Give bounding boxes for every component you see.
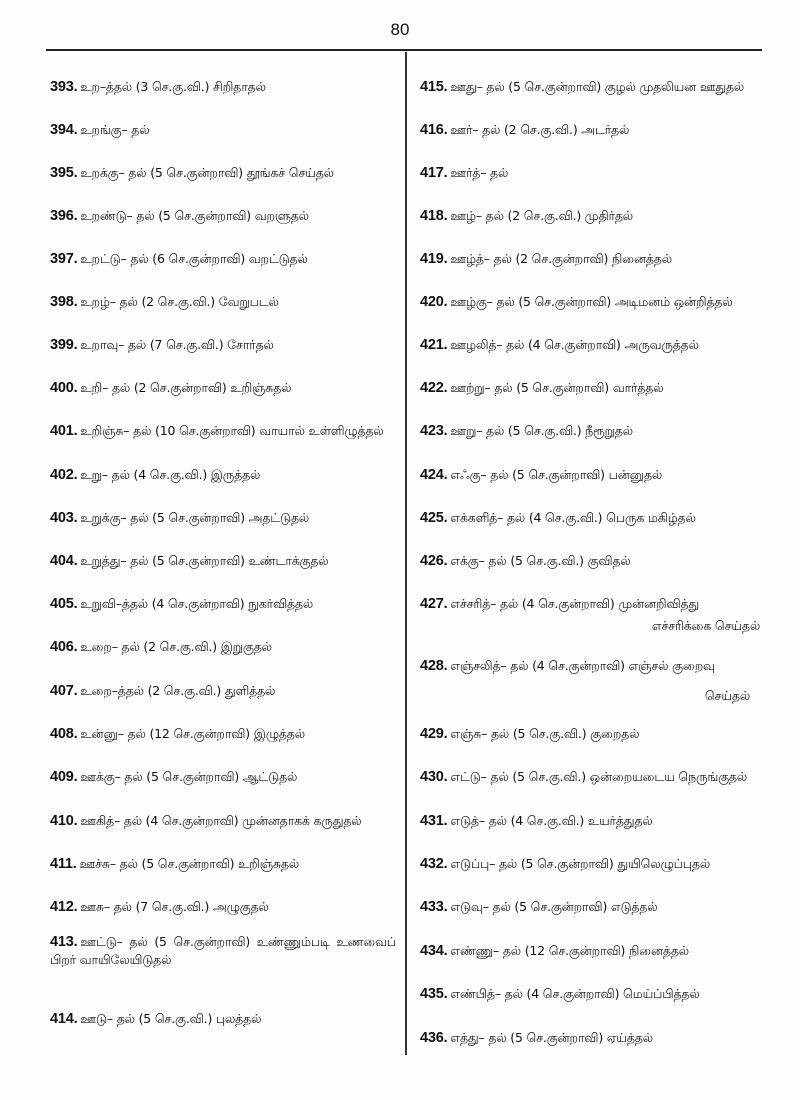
- entry-number: 393.: [50, 79, 78, 95]
- entry-number: 416.: [420, 122, 448, 138]
- dictionary-entry: [50, 595, 396, 613]
- entry-number: 420.: [420, 294, 448, 310]
- entry-text: எக்கு– தல் (5 செ.கு.வி.) குவிதல்: [450, 553, 631, 568]
- entry-text: உறி– தல் (2 செ.குன்றாவி) உறிஞ்சுதல்: [80, 380, 292, 395]
- entry-number: 435.: [420, 986, 448, 1002]
- column-divider: [405, 52, 407, 1055]
- page-number: 80: [390, 20, 410, 39]
- entry-text: ஊழ்கு– தல் (5 செ.குன்றாவி) அடிமனம் ஒன்றித்தல்: [450, 294, 733, 309]
- entry-number: 436.: [420, 1030, 448, 1046]
- entry-number: 417.: [420, 165, 448, 181]
- dictionary-entry: [420, 985, 766, 1003]
- entry-text: எத்து– தல் (5 செ.குன்றாவி) ஏய்த்தல்: [450, 1030, 653, 1045]
- dictionary-entry: [420, 293, 766, 311]
- entry-number: 404.: [50, 553, 78, 569]
- dictionary-entry: [420, 466, 766, 484]
- entry-text: உற–த்தல் (3 செ.கு.வி.) சிறிதாதல்: [80, 79, 266, 94]
- dictionary-entry: [50, 78, 396, 96]
- entry-number: 425.: [420, 510, 448, 526]
- dictionary-entry: [420, 336, 766, 354]
- entry-text: ஊசு– தல் (7 செ.கு.வி.) அழுகுதல்: [80, 899, 269, 914]
- entry-text: எட்டு– தல் (5 செ.கு.வி.) ஒன்றையடைய நெருங்குதல்: [450, 769, 748, 784]
- entry-text: ஊற்று– தல் (5 செ.குன்றாவி) வார்த்தல்: [450, 380, 664, 395]
- entry-text: ஊடு– தல் (5 செ.கு.வி.) புலத்தல்: [80, 1011, 262, 1026]
- entry-text: ஊது– தல் (5 செ.குன்றாவி) குழல் முதலியன ஊதுதல்: [450, 79, 745, 94]
- dictionary-entry: [420, 207, 766, 225]
- entry-text: உறட்டு– தல் (6 செ.குன்றாவி) வறட்டுதல்: [80, 251, 308, 266]
- entry-number: 426.: [420, 553, 448, 569]
- entry-number: 421.: [420, 337, 448, 353]
- dictionary-entry: [420, 250, 766, 268]
- dictionary-entry: [50, 933, 396, 968]
- entry-text: ஊழ்– தல் (2 செ.கு.வி.) முதிர்தல்: [450, 208, 633, 223]
- entry-number: 418.: [420, 208, 448, 224]
- entry-number: 427.: [420, 596, 448, 612]
- entry-number: 414.: [50, 1011, 78, 1027]
- entry-number: 422.: [420, 380, 448, 396]
- dictionary-entry: [50, 422, 396, 440]
- dictionary-entry: [420, 768, 766, 786]
- dictionary-entry: [50, 812, 396, 830]
- entry-text: உறை– தல் (2 செ.கு.வி.) இறுகுதல்: [80, 639, 272, 654]
- entry-text: உறண்டு– தல் (5 செ.குன்றாவி) வறளுதல்: [80, 208, 309, 223]
- dictionary-entry: [420, 552, 766, 570]
- dictionary-entry: [50, 855, 396, 873]
- entry-number: 402.: [50, 467, 78, 483]
- entry-text: உறை–த்தல் (2 செ.கு.வி.) துளித்தல்: [80, 683, 276, 698]
- entry-number: 396.: [50, 208, 78, 224]
- dictionary-entry: [420, 1029, 766, 1047]
- entry-number: 413.: [50, 934, 78, 950]
- entry-text: உன்னு– தல் (12 செ.குன்றாவி) இழுத்தல்: [80, 726, 305, 741]
- entry-text: ஊகித்– தல் (4 செ.குன்றாவி) முன்னதாகக் கருதுதல்: [80, 813, 362, 828]
- entry-number: 409.: [50, 769, 78, 785]
- dictionary-entry: [420, 509, 766, 527]
- dictionary-entry: [50, 336, 396, 354]
- entry-number: 419.: [420, 251, 448, 267]
- dictionary-entry: [420, 942, 766, 960]
- dictionary-entry: [420, 812, 766, 830]
- entry-number: 406.: [50, 639, 78, 655]
- entry-text: ஊறு– தல் (5 செ.கு.வி.) நீரூறுதல்: [450, 423, 633, 438]
- entry-text: ஊர்த்– தல்: [450, 165, 509, 180]
- entry-text: உறுத்து– தல் (5 செ.குன்றாவி) உண்டாக்குதல்: [80, 553, 329, 568]
- entry-number: 403.: [50, 510, 78, 526]
- dictionary-entry: [50, 164, 396, 182]
- entry-number: 423.: [420, 423, 448, 439]
- entry-number: 410.: [50, 813, 78, 829]
- dictionary-entry: [50, 293, 396, 311]
- dictionary-entry: [50, 207, 396, 225]
- entry-text: உறக்கு– தல் (5 செ.குன்றாவி) தூங்கச் செய்தல்: [80, 165, 334, 180]
- dictionary-entry: [50, 552, 396, 570]
- dictionary-entry: [420, 164, 766, 182]
- dictionary-entry: [50, 638, 396, 656]
- entry-text: உறுவி–த்தல் (4 செ.குன்றாவி) நுகர்வித்தல்: [80, 596, 314, 611]
- entry-text: உறழ்– தல் (2 செ.கு.வி.) வேறுபடல்: [80, 294, 279, 309]
- entry-number: 412.: [50, 899, 78, 915]
- entry-text: எஃகு– தல் (5 செ.குன்றாவி) பன்னுதல்: [450, 467, 663, 482]
- entry-number: 432.: [420, 856, 448, 872]
- dictionary-entry: [50, 768, 396, 786]
- entry-number: 405.: [50, 596, 78, 612]
- entry-number: 395.: [50, 165, 78, 181]
- entry-text: ஊட்டு– தல் (5 செ.குன்றாவி) உண்ணும்படி உணவைப் பிறர் வாயிலேயிடுதல்: [50, 934, 396, 967]
- entry-number: 431.: [420, 813, 448, 829]
- entry-text: உறங்கு– தல்: [80, 122, 150, 137]
- dictionary-entry: [50, 682, 396, 700]
- entry-number: 428.: [420, 658, 448, 674]
- entry-text: உறு– தல் (4 செ.கு.வி.) இருத்தல்: [80, 467, 261, 482]
- entry-text: எக்களித்– தல் (4 செ.கு.வி.) பெருக மகிழ்தல்: [450, 510, 696, 525]
- entry-number: 430.: [420, 769, 448, 785]
- entry-text: எடுப்பு– தல் (5 செ.குன்றாவி) துயிலெழுப்புதல்: [450, 856, 710, 871]
- entry-text: உறுக்கு– தல் (5 செ.குன்றாவி) அதட்டுதல்: [80, 510, 310, 525]
- entry-number: 434.: [420, 943, 448, 959]
- dictionary-entry: [50, 466, 396, 484]
- dictionary-entry: [420, 725, 766, 743]
- entry-text: ஊழ்த்– தல் (2 செ.குன்றாவி) நினைத்தல்: [450, 251, 672, 266]
- entry-text: எண்ணு– தல் (12 செ.குன்றாவி) நினைத்தல்: [450, 943, 689, 958]
- entry-number: 433.: [420, 899, 448, 915]
- entry-number: 415.: [420, 79, 448, 95]
- dictionary-entry: [50, 725, 396, 743]
- entry-text: எடுத்– தல் (4 செ.கு.வி.) உயர்த்துதல்: [450, 813, 653, 828]
- dictionary-entry: [50, 509, 396, 527]
- entry-number: 411.: [50, 856, 77, 872]
- entry-text: ஊர்– தல் (2 செ.கு.வி.) அடர்தல்: [450, 122, 630, 137]
- entry-text: எஞ்சலித்– தல் (4 செ.குன்றாவி) எஞ்சல் குறைவு: [450, 658, 715, 673]
- dictionary-entry: [420, 379, 766, 397]
- entry-number: 424.: [420, 467, 448, 483]
- dictionary-entry: [420, 422, 766, 440]
- entry-text: உறாவு– தல் (7 செ.கு.வி.) சோர்தல்: [80, 337, 274, 352]
- entry-number: 394.: [50, 122, 78, 138]
- entry-number: 399.: [50, 337, 78, 353]
- dictionary-entry: [420, 78, 766, 96]
- dictionary-entry: [420, 855, 766, 873]
- dictionary-entry: [420, 595, 766, 634]
- entry-text: எடுவு– தல் (5 செ.குன்றாவி) எடுத்தல்: [450, 899, 658, 914]
- entry-number: 400.: [50, 380, 78, 396]
- entry-text: எச்சரித்– தல் (4 செ.குன்றாவி) முன்னறிவித்து: [450, 596, 700, 611]
- dictionary-entry: [50, 121, 396, 139]
- entry-text: உறிஞ்சு– தல் (10 செ.குன்றாவி) வாயால் உள்ளிழுத்தல்: [80, 423, 384, 438]
- dictionary-entry: [50, 379, 396, 397]
- entry-continuation: செய்தல்: [704, 688, 750, 703]
- entry-text: ஊச்சு– தல் (5 செ.குன்றாவி) உறிஞ்சுதல்: [79, 856, 300, 871]
- entry-text: ஊக்கு– தல் (5 செ.குன்றாவி) ஆட்டுதல்: [80, 769, 298, 784]
- entry-number: 397.: [50, 251, 78, 267]
- dictionary-entry: [50, 898, 396, 916]
- entry-number: 429.: [420, 726, 448, 742]
- dictionary-entry: [420, 657, 766, 704]
- entry-number: 407.: [50, 683, 78, 699]
- entry-number: 401.: [50, 423, 78, 439]
- entry-text: ஊழலித்– தல் (4 செ.குன்றாவி) அருவருத்தல்: [450, 337, 699, 352]
- header-rule: [46, 49, 762, 51]
- entry-continuation: எச்சரிக்கை செய்தல்: [651, 618, 760, 633]
- entry-text: எண்பித்– தல் (4 செ.குன்றாவி) மெய்ப்பித்தல்: [450, 986, 700, 1001]
- dictionary-entry: [50, 250, 396, 268]
- entry-number: 408.: [50, 726, 78, 742]
- dictionary-entry: [420, 898, 766, 916]
- dictionary-entry: [50, 1010, 396, 1028]
- entry-number: 398.: [50, 294, 78, 310]
- entry-text: எஞ்சு– தல் (5 செ.கு.வி.) குறைதல்: [450, 726, 640, 741]
- dictionary-entry: [420, 121, 766, 139]
